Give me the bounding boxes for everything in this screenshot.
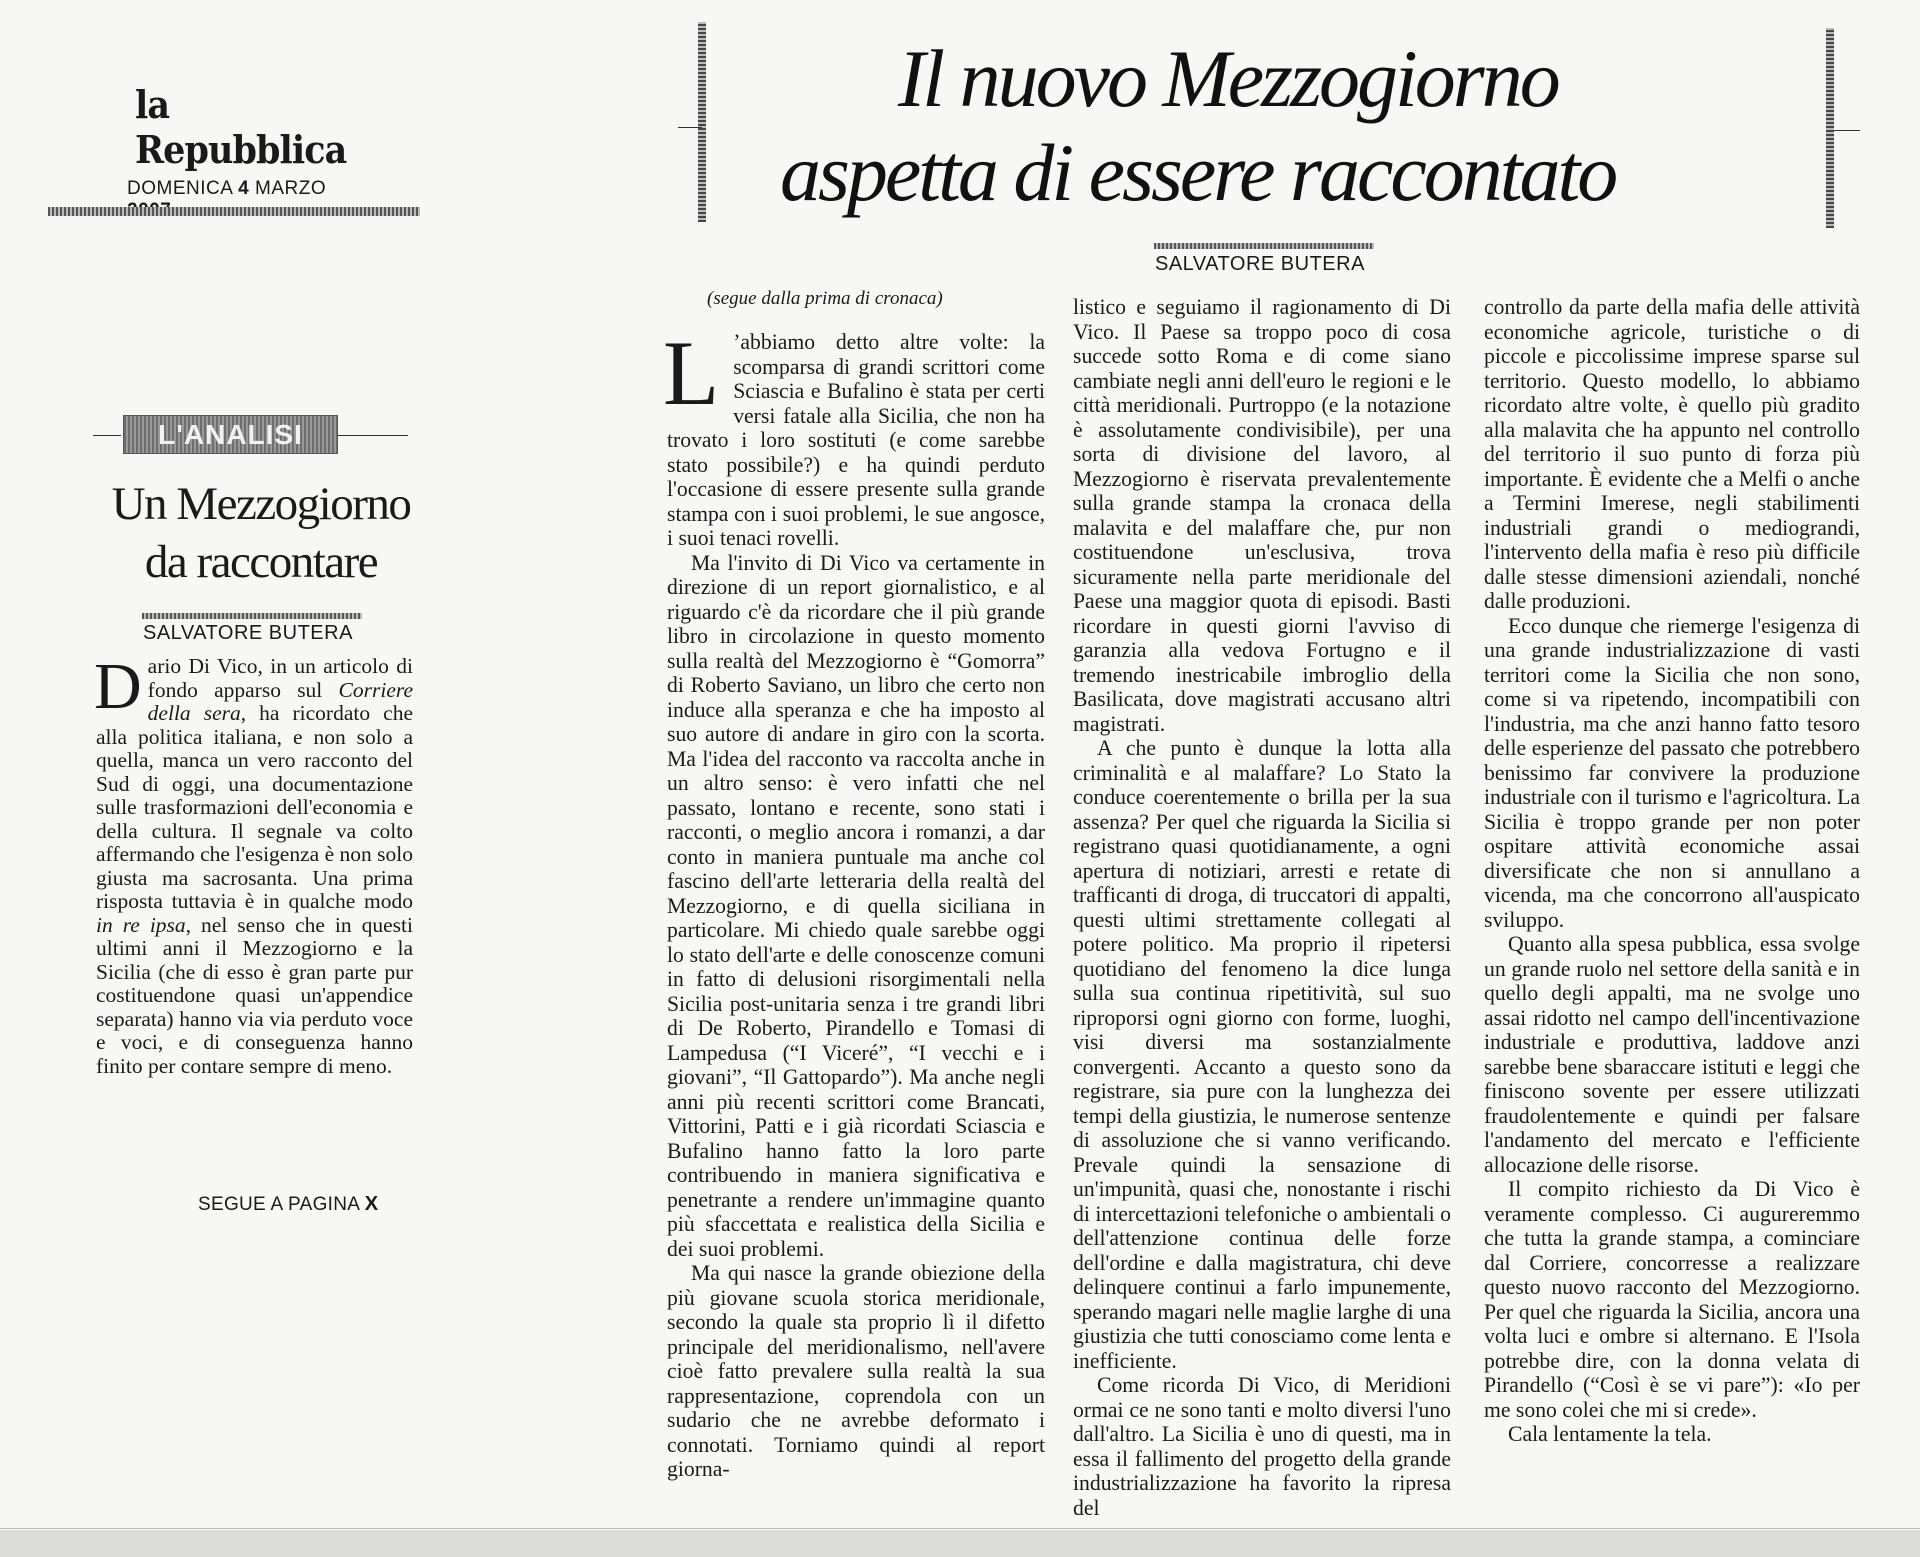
column-1-text: ’abbiamo detto altre volte: la scomparsa di grandi scrittori come Sciascia e Bufalino è stata per certi versi fatale alla Sicilia, che non ha trovato i loro sostituti (e come sarebbe stato possibile?) e ha quindi perduto l'occasione di essere presente sulla grande stampa con i suoi problemi, le sue angosce, i suoi tenaci rovelli.: [667, 330, 1045, 550]
column-1-paragraph: [663, 322, 1045, 551]
sidebar-title: [96, 475, 426, 591]
column-1-paragraph: Ma qui nasce la grande obiezione della più giovane scuola storica meridionale, secondo la quale sta proprio lì il difetto principale del meridionalismo, nell'avere cioè fatto prevalere sulla realtà la sua rappresentazione, coprendola con un sudario che ne avrebbe deformato i connotati. Torniamo quindi al report giorna-: [667, 1261, 1045, 1481]
headline-tick-left: [678, 127, 702, 128]
sidebar-dropcap: D: [94, 650, 142, 723]
date-month: MARZO: [255, 178, 327, 199]
continued-on: [198, 1193, 418, 1216]
headline: [780, 32, 1780, 220]
headline-line-2: aspetta di essere raccontato: [780, 127, 1616, 218]
masthead-rule: [48, 207, 420, 216]
bottom-fold-line: [0, 1528, 1920, 1529]
column-3-paragraph: controllo da parte della mafia delle attività economiche agricole, turistiche o di piccole e piccolissime imprese sparse sul territorio. Questo modello, lo abbiamo ricordato altre volte, è quello più gradito alla malavita che ha appunto nel controllo del territorio il suo punto di forza più importante. È evidente che a Melfi o anche a Termini Imerese, negli stabilimenti industriali grandi o mediograndi, l'intervento della mafia è reso più difficile dalle stesse dimensioni aziendali, nonché dalle produzioni.: [1484, 295, 1860, 613]
sidebar-byline: SALVATORE BUTERA: [143, 622, 353, 644]
article-column-2: [1073, 295, 1451, 1520]
analysis-kicker: L'ANALISI: [123, 415, 338, 454]
kicker-rule-left: [93, 435, 121, 436]
byline-rule: [1154, 243, 1374, 249]
headline-tick-right: [1834, 130, 1860, 131]
column-3-paragraph: Il compito richiesto da Di Vico è veramente complesso. Ci augureremmo che tutta la grande stampa, a cominciare dal Corriere, concorresse a realizzare questo nuovo racconto del Mezzogiorno. Per quel che riguarda la Sicilia, ancora una volta luci e ombre si alternano. E l'Isola potrebbe dire, con la donna velata di Pirandello (“Così è se vi pare”): «Io per me sono colei che mi si crede».: [1484, 1177, 1860, 1422]
headline-line-1: Il nuovo Mezzogiorno: [898, 33, 1558, 124]
article-dropcap: L: [663, 322, 720, 424]
headline-bracket-right: [1826, 28, 1834, 228]
column-3-paragraph: Ecco dunque che riemerge l'esigenza di una grande industrializzazione di vasti territori come la Sicilia che non sono, come si va ripetendo, incompatibili con l'industria, ma che anzi hanno fatto tesoro delle esperienze del passato che potrebbero benissimo far convivere la produzione industriale con il turismo e l'agricoltura. La Sicilia è troppo grande per non poter ospitare attività economiche assai diversificate che non si annullano a vicenda, ma che concorrono all'auspicato sviluppo.: [1484, 613, 1860, 932]
sidebar-title-line-2: da raccontare: [144, 536, 378, 588]
sidebar-text-1: ario Di Vico, in un articolo di fondo apparso sul: [147, 654, 413, 702]
continued-from-note: (segue dalla prima di cronaca): [707, 288, 943, 309]
article-byline: SALVATORE BUTERA: [1155, 253, 1365, 275]
article-column-3: [1484, 295, 1860, 1447]
column-3-paragraph: Cala lentamente la tela.: [1508, 1422, 1712, 1446]
sidebar-text-3: , nel senso che in questi ultimi anni il Mezzogiorno e la Sicilia (che di esso è gran parte pur costituendone quasi un'appendice separata) hanno via via perduto voce e voci, e di conseguenza hanno finito per contare sempre di meno.: [96, 912, 413, 1078]
column-3-paragraph: Quanto alla spesa pubblica, essa svolge un grande ruolo nel settore della sanità e in quello degli appalti, ma ne svolge uno assai ridotto nel campo dell'incentivazione industriale e produttiva, laddove anzi sarebbe bene sbaraccare istituti e leggi che finiscono sovente per essere utilizzati fraudolentemente e quindi per falsare l'andamento del mercato e l'efficiente allocazione delle risorse.: [1484, 932, 1860, 1177]
sidebar-text-2: , ha ricordato che alla politica italiana, e non solo a quella, manca un vero racconto del Sud di oggi, una documentazione sulle trasformazioni dell'economia e della cultura. Il segnale va colto affermando che l'esigenza è non solo giusta ma sacrosanta. Una prima risposta tuttavia è in qualche modo: [96, 701, 413, 913]
date-day: 4: [238, 178, 250, 199]
column-2-paragraph: listico e seguiamo il ragionamento di Di Vico. Il Paese sa troppo poco di cosa succede sotto Roma e di come siano cambiate negli anni dell'euro le regioni e le città meridionali. Purtroppo (e la notazione è assolutamente condivisibile), per una sorta di divisione del lavoro, al Mezzogiorno è riservata prevalentemente sulla grande stampa la cronaca della malavita e del malaffare che, pur non costituendone un'esclusiva, trova sicuramente nella parte meridionale del Paese una maggior quota di episodi. Basti ricordare in questi giorni l'avviso di garanzia alla vedova Fortugno e il tremendo inestricabile imbroglio della Basilicata, dove magistrati accusano altri magistrati.: [1073, 295, 1451, 736]
segue-page: X: [364, 1193, 379, 1215]
column-2-paragraph: A che punto è dunque la lotta alla criminalità e al malaffare? Lo Stato la conduce coerentemente o brilla per la sua assenza? Per quel che riguarda la Sicilia si registrano quasi quotidianamente, a ogni apertura di notiziari, arresti e retate di trafficanti di droga, di truccatori di appalti, questi ultimi strettamente collegati al potere politico. Ma proprio il ripetersi quotidiano del fenomeno la dice lunga sulla sua continua ripetitività, sul suo riproporsi ogni giorno con forme, luoghi, visi diversi ma sostanzialmente convergenti. Accanto a questo sono da registrare, sia pure con la lunghezza dei tempi della giustizia, le numerose sentenze di assoluzione che si vanno verificando. Prevale quindi la sensazione di un'impunità, quasi che, nonostante i rischi di intercettazioni telefoniche o ambientali o dell'attenzione continua delle forze dell'ordine e dalla magistratura, chi deve delinquere continui a farlo impunemente, sperando magari nelle maglie larghe di una giustizia che tutti conosciamo come lenta e inefficiente.: [1073, 736, 1451, 1373]
column-2-paragraph: Come ricorda Di Vico, di Meridioni ormai ce ne sono tanti e molto diversi l'uno dall'altro. La Sicilia è uno di questi, ma in essa il fallimento del progetto della grande industrializzazione ha favorito la ripresa del: [1073, 1373, 1451, 1520]
column-1-paragraph: Ma l'invito di Di Vico va certamente in direzione di un report giornalistico, e al riguardo c'è da ricordare che il più grande libro in circolazione in questo momento sulla realtà del Mezzogiorno è “Gomorra” di Roberto Saviano, un libro che certo non induce alla speranza e che ha imposto al suo autore di andare in giro con la scorta. Ma l'idea del racconto va raccolta anche in un altro senso: è vero infatti che nel passato, lontano e recente, sono stati i racconti, o meglio ancora i romanzi, a dar conto in maniera puntuale ma anche col fascino dell'arte letteraria della realtà del Mezzogiorno, e di quella siciliana in particolare. Mi chiedo quale sarebbe oggi lo stato dell'arte e delle conoscenze comuni in fatto di delusioni risorgimentali nella Sicilia post-unitaria senza i tre grandi libri di De Roberto, Pirandello e Tomasi di Lampedusa (“I Viceré”, “I vecchi e i giovani”, “Il Gattopardo”). Ma anche negli anni più recenti scrittori come Brancati, Vittorini, Patti e i già ricordati Sciascia e Bufalino hanno fatto la loro parte contribuendo in maniera significativa e penetrante a rendere un'immagine quanto più sfaccettata e realistica della Sicilia e dei suoi problemi.: [667, 550, 1045, 1261]
masthead-logo: la Repubblica: [135, 82, 347, 172]
sidebar-byline-rule: [142, 613, 362, 619]
segue-label: SEGUE A PAGINA: [198, 1194, 360, 1215]
sidebar-em-latin: in re ipsa: [96, 912, 186, 937]
sidebar-body: [94, 650, 413, 1078]
article-column-1: [663, 322, 1045, 1482]
kicker-rule-right: [338, 435, 408, 436]
sidebar-title-line-1: Un Mezzogiorno: [111, 478, 411, 530]
date-weekday: DOMENICA: [127, 178, 233, 199]
headline-bracket-left: [698, 22, 706, 222]
scan-edge: [0, 1530, 1920, 1557]
sidebar-em-newspaper: Corriere della sera: [147, 677, 413, 725]
